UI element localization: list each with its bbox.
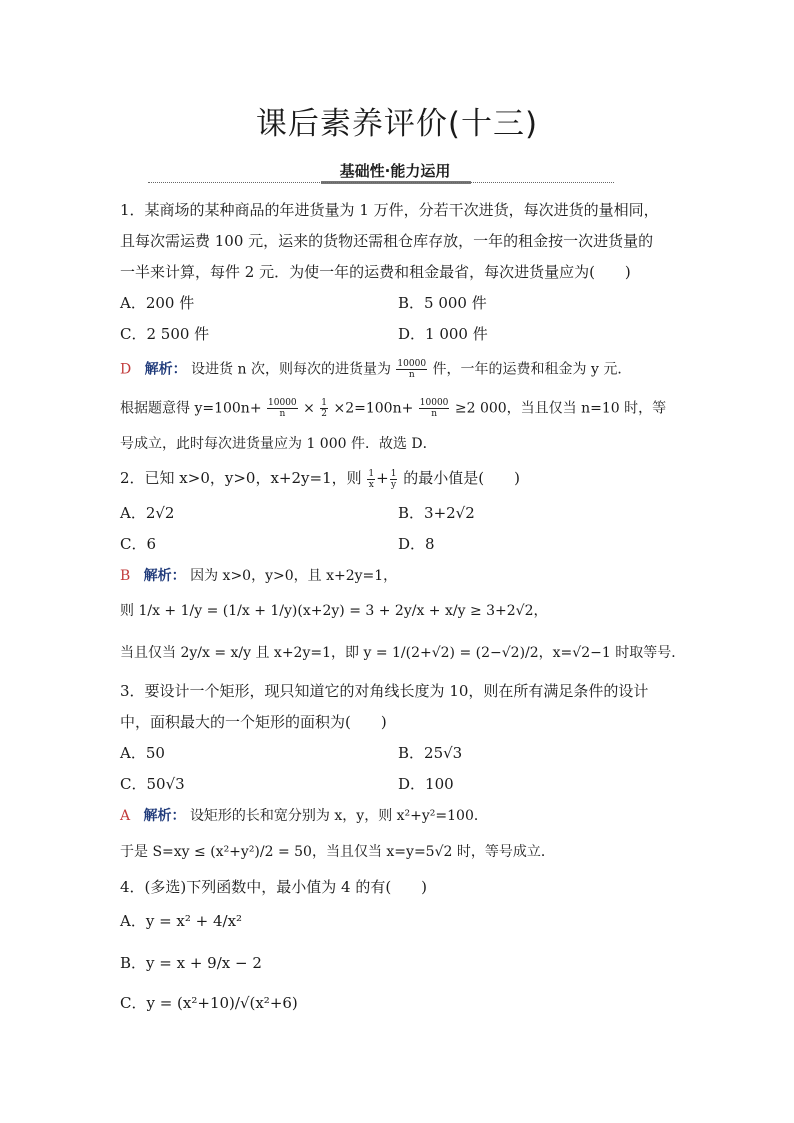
q4-option-a: A．y = x² + 4/x² — [120, 912, 243, 930]
q1-solution-line3: 号成立，此时每次进货量应为 1 000 件．故选 D． — [120, 436, 437, 452]
q3-option-a: A．50 — [120, 744, 165, 762]
q2-answer-key: B — [120, 568, 131, 584]
section-heading: 基础性·能力运用 — [339, 162, 451, 180]
q2-option-c: C．6 — [120, 535, 157, 553]
fraction: $\frac{10000}{n}$ — [268, 398, 297, 419]
q2-option-d: D．8 — [398, 535, 435, 553]
q1-solution-text: 设进货 n 次，则每次的进货量为 — [191, 361, 391, 378]
q3-solution-line2: 于是 S=xy ≤ (x²+y²)/2 = 50，当且仅当 x=y=5√2 时，等号成立． — [120, 844, 555, 860]
q1-line2: 且每次需运费 100 元，运来的货物还需租仓库存放，一年的租金按一次进货量的 — [120, 232, 654, 250]
q2-solution-line3: 当且仅当 2y/x = x/y 且 x+2y=1，即 y = 1/(2+√2) = (2−√2)/2，x=√2−1 时取等号． — [120, 645, 686, 661]
page-title: 课后素养评价(十三) — [255, 106, 539, 142]
fraction: $\frac{1}{2}$ — [321, 398, 328, 419]
fraction: $\frac{10000}{n}$ — [397, 359, 427, 380]
q2-solution-line1: B 解析： 因为 x>0，y>0，且 x+2y=1， — [120, 568, 398, 584]
q1-option-c: C．2 500 件 — [120, 325, 210, 343]
q3-answer-key: A — [120, 808, 131, 824]
q1-option-b: B．5 000 件 — [398, 294, 487, 312]
q3-line2: 中，面积最大的一个矩形的面积为( ) — [120, 713, 387, 731]
q1-solution-line1 — [120, 359, 631, 380]
dotted-divider — [148, 182, 614, 183]
q3-solution-label: 解析： — [143, 808, 186, 824]
q2-option-b: B．3+2√2 — [398, 504, 475, 522]
fraction: $\frac{1}{x}$ — [368, 468, 375, 490]
q3-option-b: B．25√3 — [398, 744, 463, 762]
q1-line1: 1．某商场的某种商品的年进货量为 1 万件，分若干次进货，每次进货的量相同， — [120, 201, 659, 219]
q2-line1: 2．已知 x>0，y>0，x+2y=1，则 $\frac{1}{x}$ + $\frac{1}{y}$ 的最小值是( ) — [120, 468, 520, 490]
q1-solution-text: 件，一年的运费和租金为 y 元． — [432, 361, 632, 378]
q4-line1: 4．(多选)下列函数中，最小值为 4 的有( ) — [120, 878, 428, 896]
q1-solution-line2: 根据题意得 y=100n+ $\frac{10000}{n}$ × $\frac{1}{2}$ ×2=100n+ $\frac{10000}{n}$ ≥2 000，当且仅当 n=10 时，等 — [120, 398, 667, 419]
q2-solution-line2: 则 1/x + 1/y = (1/x + 1/y)(x+2y) = 3 + 2y/x + x/y ≥ 3+2√2， — [120, 603, 548, 619]
q4-option-c: C．y = (x²+10)/√(x²+6) — [120, 994, 298, 1012]
q2-option-a: A．2√2 — [120, 504, 175, 522]
q3-solution-line1: A 解析： 设矩形的长和宽分别为 x，y，则 x²+y²=100． — [120, 808, 488, 824]
q3-option-c: C．50√3 — [120, 775, 185, 793]
q4-option-b: B．y = x + 9/x − 2 — [120, 954, 262, 972]
q3-line1: 3．要设计一个矩形，现只知道它的对角线长度为 10，则在所有满足条件的设计 — [120, 682, 649, 700]
q1-line3: 一半来计算，每件 2 元．为使一年的运费和租金最省，每次进货量应为( ) — [120, 263, 631, 281]
q1-answer-key: D — [120, 361, 132, 378]
fraction: $\frac{10000}{n}$ — [419, 398, 449, 419]
q2-solution-label: 解析： — [143, 568, 186, 584]
q1-option-a: A．200 件 — [120, 294, 195, 312]
fraction: $\frac{1}{y}$ — [390, 468, 397, 490]
q3-option-d: D．100 — [398, 775, 454, 793]
q1-solution-label: 解析： — [144, 361, 187, 378]
q1-option-d: D．1 000 件 — [398, 325, 488, 343]
